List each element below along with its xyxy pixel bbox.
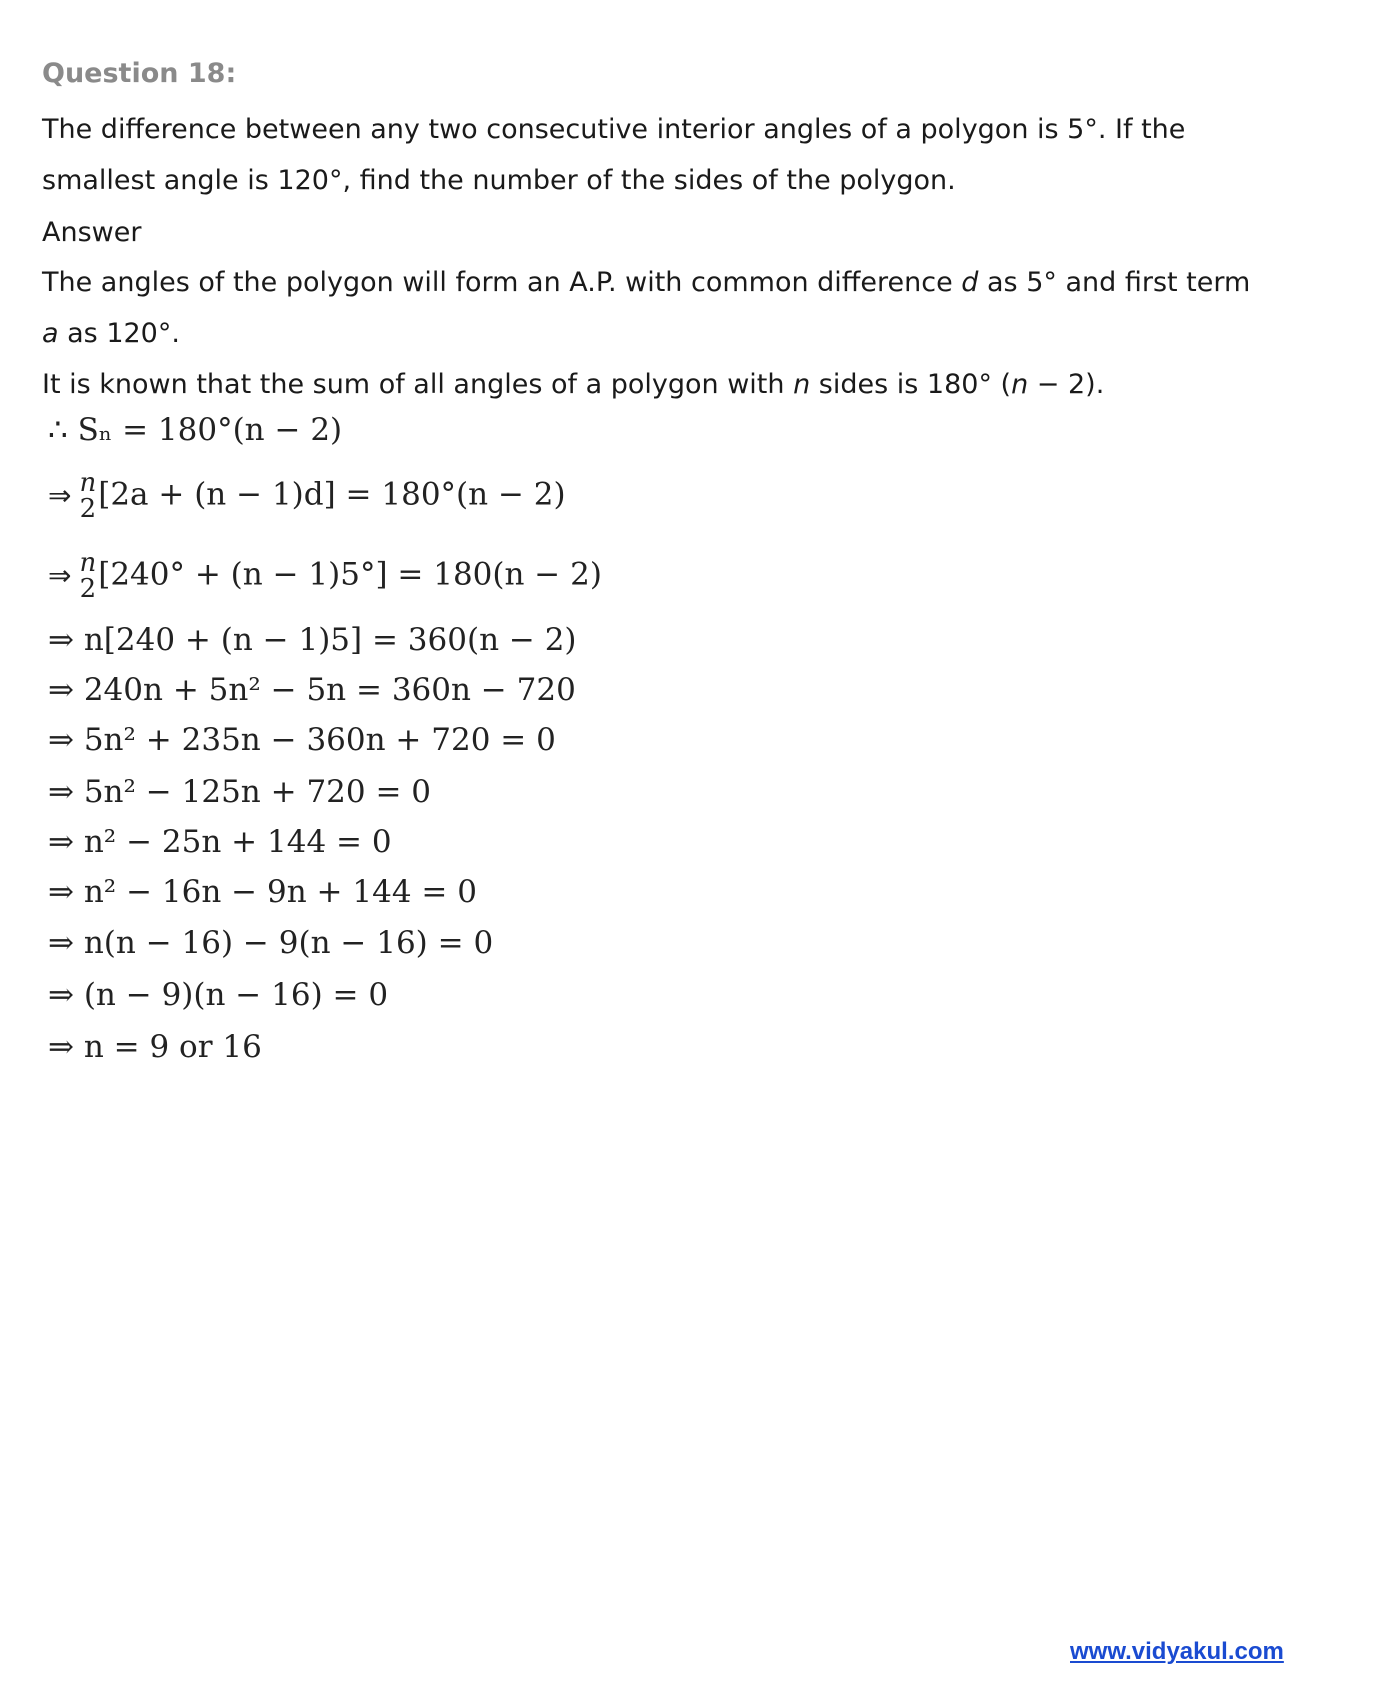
website-link[interactable]: www.vidyakul.com <box>1070 1638 1284 1665</box>
step-12: ⇒ n = 9 or 16 <box>48 1029 262 1065</box>
para2-var-n: n <box>793 369 811 400</box>
fraction-denominator: 2 <box>79 574 97 604</box>
step-8: ⇒ n² − 25n + 144 = 0 <box>48 824 392 860</box>
fraction-n-over-2 <box>79 470 96 522</box>
para1-text-a: The angles of the polygon will form an A.P. with common difference <box>42 267 962 298</box>
step-5: ⇒ 240n + 5n² − 5n = 360n − 720 <box>48 672 576 708</box>
para2-var-n2: n <box>1011 369 1029 400</box>
para1-text-b: as 5° and first term <box>978 267 1251 298</box>
answer-paragraph-1 <box>42 257 1272 359</box>
step-3 <box>48 550 602 602</box>
step-7: ⇒ 5n² − 125n + 720 = 0 <box>48 774 432 810</box>
fraction-numerator: n <box>79 548 97 578</box>
step-2 <box>48 470 566 522</box>
implies-arrow: ⇒ <box>48 478 72 512</box>
step-2-text: [2a + (n − 1)d] = 180°(n − 2) <box>98 476 566 513</box>
para1-text-c: as 120°. <box>58 318 180 349</box>
fraction-denominator: 2 <box>79 494 97 524</box>
answer-paragraph-2 <box>42 359 1272 410</box>
para1-var-a: a <box>42 318 59 349</box>
step-9: ⇒ n² − 16n − 9n + 144 = 0 <box>48 874 477 910</box>
step-4: ⇒ n[240 + (n − 1)5] = 360(n − 2) <box>48 622 577 658</box>
step-1: ∴ Sₙ = 180°(n − 2) <box>48 412 343 448</box>
question-text: The difference between any two consecutive interior angles of a polygon is 5°. If the smallest angle is 120°, find the number of the sides of the polygon. <box>42 114 1186 196</box>
step-11: ⇒ (n − 9)(n − 16) = 0 <box>48 977 389 1013</box>
question-title: Question 18: <box>42 58 237 89</box>
fraction-numerator: n <box>79 468 97 498</box>
para2-text-b: sides is 180° ( <box>810 369 1012 400</box>
step-10: ⇒ n(n − 16) − 9(n − 16) = 0 <box>48 925 494 961</box>
implies-arrow: ⇒ <box>48 558 72 592</box>
fraction-n-over-2 <box>79 550 96 602</box>
step-3-text: [240° + (n − 1)5°] = 180(n − 2) <box>98 556 602 593</box>
para2-text-a: It is known that the sum of all angles of a polygon with <box>42 369 794 400</box>
step-6: ⇒ 5n² + 235n − 360n + 720 = 0 <box>48 722 556 758</box>
answer-label: Answer <box>42 217 142 248</box>
para1-var-d: d <box>961 267 979 298</box>
para2-text-c: − 2). <box>1028 369 1105 400</box>
